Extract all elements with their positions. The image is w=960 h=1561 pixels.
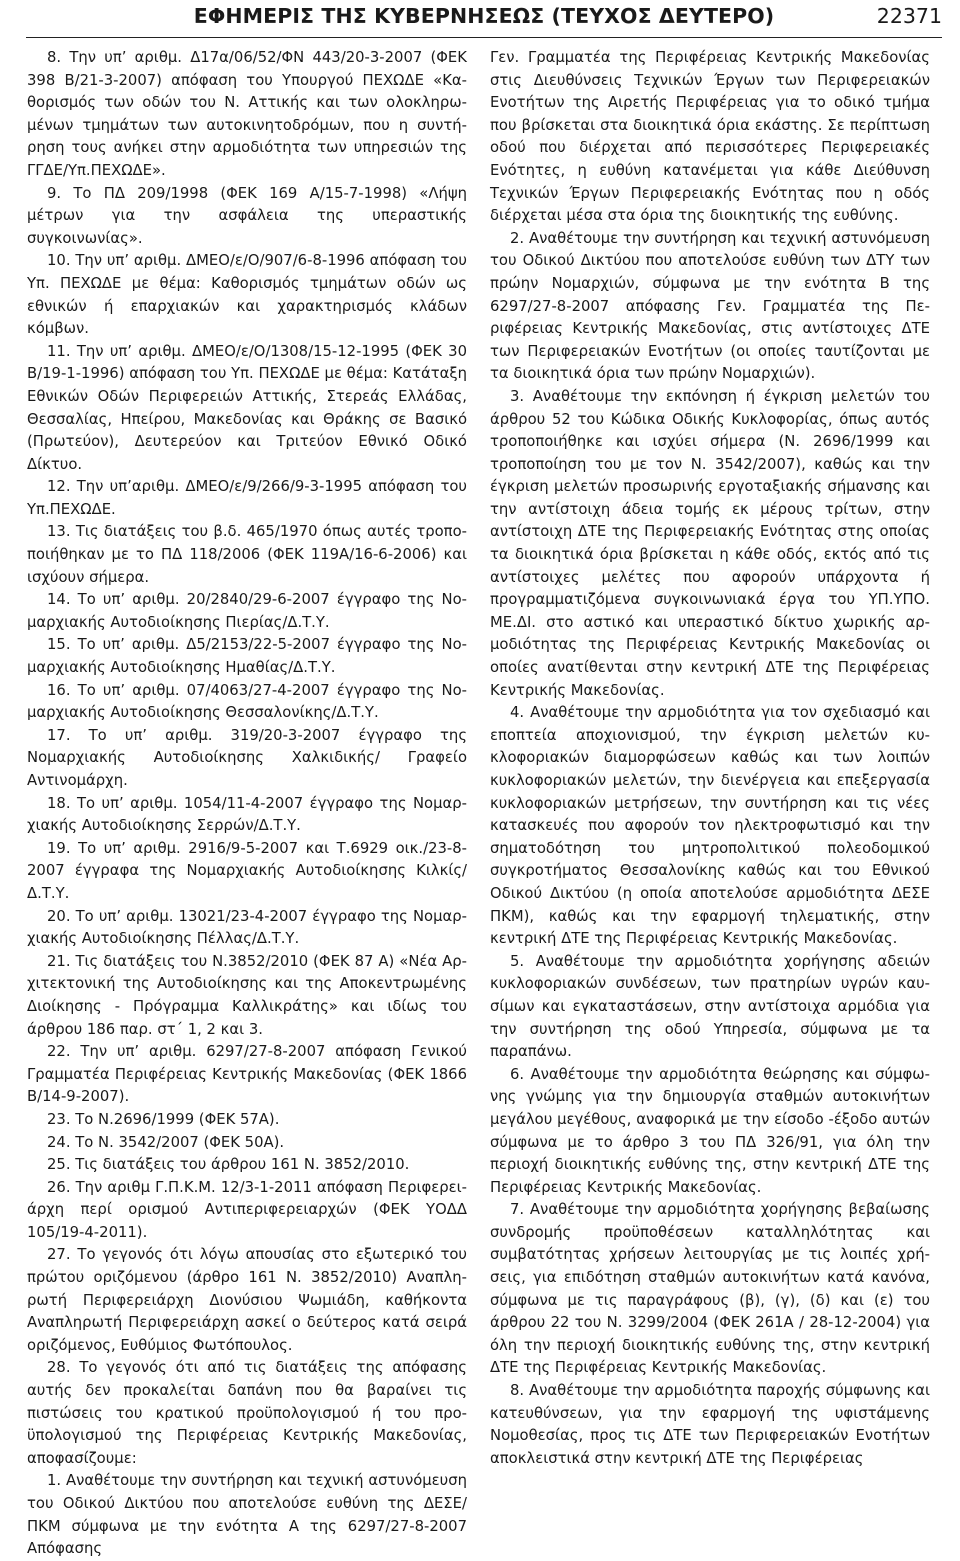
paragraph: 16. Το υπ’ αριθμ. 07/4063/27-4-2007 έγγραφο της Νομαρχιακής Αυτοδιοίκησης Θεσσαλονίκης/Δ.Τ.Υ. xyxy=(27,681,467,722)
paragraph: 4. Αναθέτουμε την αρμοδιότητα για τον σχεδιασμό και εποπτεία αποχιονισμού, την έγκριση μελετών κυκλοφοριακών διαμορφώσεων καθώς και των λοιπών κυκλοφοριακών μελετών, την διενέργεια και επεξεργασία κυκλοφοριακών μετρήσεων, την συντήρηση και τις νέες κατασκευές που αφορούν τον ηλεκτροφωτισμό και την σηματοδότηση του μητροπολιτικού πολεοδομικού συγκροτήματος Θεσσαλονίκης καθώς και του Εθνικού Οδικού Δικτύου (η οποία αποτελούσε αρμοδιότητα ΔΕΣΕ ΠΚΜ), καθώς και την εφαρμογή τηλεματικής, στην κεντρική ΔΤΕ της Περιφέρειας Κεντρικής Μακεδονίας. xyxy=(490,704,930,948)
paragraph: 8. Την υπ’ αριθμ. Δ17α/06/52/ΦΝ 443/20-3-2007 (ΦΕΚ 398 Β/21-3-2007) απόφαση του Υπουργού ΠΕΧΩΔΕ «Καθορισμός των οδών του Ν. Αττικής και των ολοκληρωμένων τμημάτων των αυτοκινητοδρόμων, που η συντήρηση τους ανήκει στην αρμοδιότητα των υπηρεσιών της ΓΓΔΕ/Υπ.ΠΕΧΩΔΕ». xyxy=(27,49,467,179)
paragraph: 3. Αναθέτουμε την εκπόνηση ή έγκριση μελετών του άρθρου 52 του Κώδικα Οδικής Κυκλοφορίας, όπως αυτός τροποποιήθηκε και ισχύει σήμερα (Ν. 2696/1999 και τροποποίηση του με τον Ν. 3542/2007), καθώς και την έγκριση μελετών προσωρινής εργοταξιακής σήμανσης και την αντίστοιχη άδεια τομής εκ μέρους τρίτων, στην αντίστοιχη ΔΤΕ της Περιφερειακής Ενότητας στης οποίας τα διοικητικά όρια βρίσκεται η κάθε οδός, εκτός από τις αντίστοιχες μελέτες που αφορούν υπάρχοντα ή προγραμματιζόμενα συγκοινωνιακά έργα του ΥΠ.ΥΠΟ. ΜΕ.ΔΙ. στο αστικό και υπεραστικό δίκτυο χωρικής αρμοδιότητας της Περιφέρειας Κεντρικής Μακεδονίας οι οποίες ανατίθενται στην κεντρική ΔΤΕ της Περιφέρειας Κεντρικής Μακεδονίας. xyxy=(490,387,930,699)
paragraph: 25. Τις διατάξεις του άρθρου 161 Ν. 3852/2010. xyxy=(47,1156,410,1174)
paragraph: 19. Το υπ’ αριθμ. 2916/9-5-2007 και Τ.6929 οικ./23-8-2007 έγγραφα της Νομαρχιακής Αυτοδιοίκησης Κιλκίς/Δ.Τ.Υ. xyxy=(27,839,467,902)
paragraph: 5. Αναθέτουμε την αρμοδιότητα χορήγησης αδειών κυκλοφοριακών συνδέσεων, των πρατηρίων υγρών καυσίμων και εγκαταστάσεων, στην αντίστοιχα αρμόδια για την συντήρηση της οδού Υπηρεσία, σύμφωνα με τα παραπάνω. xyxy=(490,952,930,1061)
gazette-title: ΕΦΗΜΕΡΙΣ ΤΗΣ ΚΥΒΕΡΝΗΣΕΩΣ (ΤΕΥΧΟΣ ΔΕΥΤΕΡΟ) xyxy=(193,4,775,28)
paragraph: 24. Το Ν. 3542/2007 (ΦΕΚ 50Α). xyxy=(47,1133,285,1151)
paragraph: 26. Την αριθμ Γ.Π.Κ.Μ. 12/3-1-2011 απόφαση Περιφερειάρχη περί ορισμού Αντιπεριφερειαρχών (ΦΕΚ ΥΟΔΔ 105/19-4-2011). xyxy=(27,1178,467,1241)
paragraph: 27. Το γεγονός ότι λόγω απουσίας στο εξωτερικό του πρώτου οριζόμενου (άρθρο 161 Ν. 3852/2010) Αναπληρωτή Περιφερειάρχη Διονύσιου Ψωμιάδη, καθήκοντα Αναπληρωτή Περιφερειάρχη ασκεί ο δεύτερος κατά σειρά οριζόμενος, Ευθύμιος Φωτόπουλος. xyxy=(27,1246,467,1354)
paragraph: 12. Την υπ’αριθμ. ΔΜΕΟ/ε/9/266/9-3-1995 απόφαση του Υπ.ΠΕΧΩΔΕ. xyxy=(27,478,467,518)
paragraph: 7. Αναθέτουμε την αρμοδιότητα χορήγησης βεβαίωσης συνδρομής προϋποθέσεων καταλληλότητας και συμβατότητας χρήσεων λειτουργίας με τις λοιπές χρήσεις, για επιδότηση σταθμών αυτοκινήτων κατά κανόνα, σύμφωνα με τις παραγράφους (β), (γ), (δ) και (ε) του άρθρου 22 του Ν. 3299/2004 (ΦΕΚ 261Α / 28-12-2004) για όλη την περιοχή διοικητικής ευθύνης της, στην κεντρική ΔΤΕ της Περιφέρειας Κεντρικής Μακεδονίας. xyxy=(490,1201,930,1377)
paragraph: 21. Τις διατάξεις του Ν.3852/2010 (ΦΕΚ 87 Α) «Νέα Αρχιτεκτονική της Αυτοδιοίκησης και της Αποκεντρωμένης Διοίκησης - Πρόγραμμα Καλλικράτης» και ιδίως του άρθρου 186 παρ. στ΄ 1, 2 και 3. xyxy=(27,952,467,1038)
paragraph: 8. Αναθέτουμε την αρμοδιότητα παροχής σύμφωνης και κατευθύνσεων, για την εφαρμογή της υφιστάμενης Νομοθεσίας, προς τις ΔΤΕ των Περιφερειακών Ενοτήτων αποκλειστικά στην κεντρική ΔΤΕ της Περιφέρειας xyxy=(490,1382,930,1467)
paragraph: 15. Το υπ’ αριθμ. Δ5/2153/22-5-2007 έγγραφο της Νομαρχιακής Αυτοδιοίκησης Ημαθίας/Δ.Τ.Υ. xyxy=(27,636,467,677)
paragraph: 18. Το υπ’ αριθμ. 1054/11-4-2007 έγγραφο της Νομαρχιακής Αυτοδιοίκησης Σερρών/Δ.Τ.Υ. xyxy=(27,794,467,835)
paragraph: 11. Την υπ’ αριθμ. ΔΜΕΟ/ε/Ο/1308/15-12-1995 (ΦΕΚ 30 Β/19-1-1996) απόφαση του Υπ. ΠΕΧΩΔΕ με θέμα: Κατάταξη Εθνικών Οδών Περιφερειών Αττικής, Στερεάς Ελλάδας, Θεσσαλίας, Ηπείρου, Μακεδονίας και Θράκης σε Βασικό (Πρωτεύον), Δευτερεύον και Τριτεύον Εθνικό Οδικό Δίκτυο. xyxy=(27,342,467,473)
right-column xyxy=(490,47,930,1470)
paragraph: 22. Την υπ’ αριθμ. 6297/27-8-2007 απόφαση Γενικού Γραμματέα Περιφέρειας Κεντρικής Μακεδονίας (ΦΕΚ 1866 Β/14-9-2007). xyxy=(27,1043,467,1106)
paragraph: 14. Το υπ’ αριθμ. 20/2840/29-6-2007 έγγραφο της Νομαρχιακής Αυτοδιοίκησης Πιερίας/Δ.Τ.Υ. xyxy=(27,591,467,631)
left-column xyxy=(27,47,467,1561)
paragraph: 9. Το ΠΔ 209/1998 (ΦΕΚ 169 Α/15-7-1998) «Λήψη μέτρων για την ασφάλεια της υπεραστικής συγκοινωνίας». xyxy=(27,184,467,247)
paragraph: 17. Το υπ’ αριθμ. 319/20-3-2007 έγγραφο της Νομαρχιακής Αυτοδιοίκησης Χαλκιδικής/ Γραφείο Αντινομάρχη. xyxy=(27,726,467,789)
page-header xyxy=(26,0,942,38)
page-number: 22371 xyxy=(876,4,942,28)
paragraph: 2. Αναθέτουμε την συντήρηση και τεχνική αστυνόμευση του Οδικού Δικτύου που αποτελούσε ευθύνη των ΔΤΥ των πρώην Νομαρχιών, σύμφωνα με την ενότητα Β της 6297/27-8-2007 απόφασης Γεν. Γραμματέα της Περιφέρειας Κεντρικής Μακεδονίας, στις αντίστοιχες ΔΤΕ των Περιφερειακών Ενοτήτων (οι οποίες ταυτίζονται με τα διοικητικά όρια των πρώην Νομαρχιών). xyxy=(490,229,930,383)
paragraph: 23. Το Ν.2696/1999 (ΦΕΚ 57Α). xyxy=(47,1110,280,1128)
paragraph: 10. Την υπ’ αριθμ. ΔΜΕΟ/ε/Ο/907/6-8-1996 απόφαση του Υπ. ΠΕΧΩΔΕ με θέμα: Καθορισμός τμημάτων οδών ως εθνικών ή επαρχιακών και χαρακτηρισμός κλάδων κόμβων. xyxy=(27,252,467,338)
paragraph: 20. Το υπ’ αριθμ. 13021/23-4-2007 έγγραφο της Νομαρχιακής Αυτοδιοίκησης Πέλλας/Δ.Τ.Υ. xyxy=(27,907,467,948)
paragraph: 1. Αναθέτουμε την συντήρηση και τεχνική αστυνόμευση του Οδικού Δικτύου που αποτελούσε ευθύνη της ΔΕΣΕ/ΠΚΜ σύμφωνα με την ενότητα Α της 6297/27-8-2007 Απόφασης xyxy=(27,1472,467,1558)
paragraph: Γεν. Γραμματέα της Περιφέρειας Κεντρικής Μακεδονίας στις Διευθύνσεις Τεχνικών Έργων των Περιφερειακών Ενοτήτων της Αιρετής Περιφέρειας για το οδικό τμήμα που βρίσκεται στα διοικητικά όρια εκάστης. Σε περίπτωση οδού που διέρχεται από περισσότερες Περιφερειακές Ενότητες, η ευθύνη κατανέμεται για κάθε Διεύθυνση Τεχνικών Έργων Περιφερειακής Ενότητας που η οδός διέρχεται μέσα στα όρια της διοικητικής της ευθύνης. xyxy=(490,49,930,225)
paragraph: 6. Αναθέτουμε την αρμοδιότητα θεώρησης και σύμφωνης γνώμης για την δημιουργία σταθμών αυτοκινήτων μεγάλου μεγέθους, αναφορικά με την είσοδο -έξοδο αυτών σύμφωνα με το άρθρο 3 του ΠΔ 326/91, για όλη την περιοχή διοικητικής ευθύνης της, στην κεντρική ΔΤΕ της Περιφέρειας Κεντρικής Μακεδονίας. xyxy=(490,1065,930,1196)
paragraph: 13. Τις διατάξεις του β.δ. 465/1970 όπως αυτές τροποποιήθηκαν με το ΠΔ 118/2006 (ΦΕΚ 119Α/16-6-2006) και ισχύουν σήμερα. xyxy=(27,523,467,586)
paragraph: 28. Το γεγονός ότι από τις διατάξεις της απόφασης αυτής δεν προκαλείται δαπάνη που θα βαραίνει τις πιστώσεις του κρατικού προϋπολογισμού ή του προϋπολογισμού της Περιφέρειας Κεντρικής Μακεδονίας, αποφασίζουμε: xyxy=(27,1359,467,1467)
